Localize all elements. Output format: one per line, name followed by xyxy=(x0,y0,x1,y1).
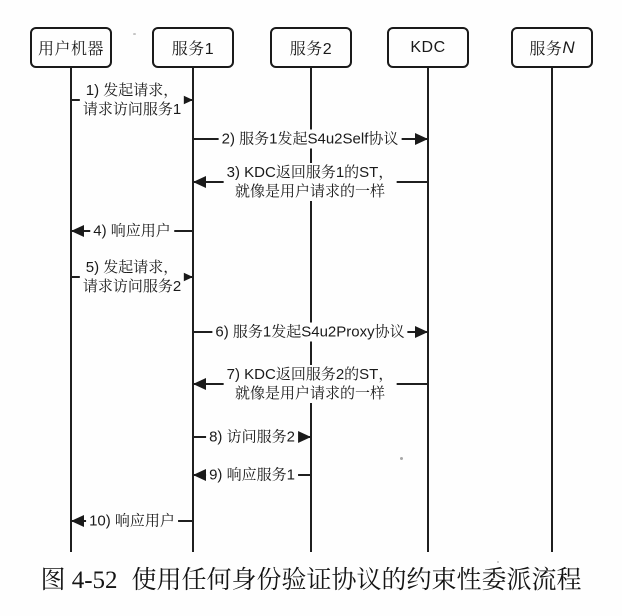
figure-title: 使用任何身份验证协议的约束性委派流程 xyxy=(131,567,582,594)
message-4-arrowhead-left-icon xyxy=(71,225,84,237)
message-2-label: 2) 服务1发起S4u2Self协议 xyxy=(219,130,402,149)
actor-label-user-machine: 用户机器 xyxy=(37,41,104,58)
message-8-label: 8) 访问服务2 xyxy=(206,428,298,447)
scan-speck xyxy=(133,33,136,35)
message-2-arrowhead-right-icon xyxy=(415,133,428,145)
message-1-label: 1) 发起请求， 请求访问服务1 xyxy=(80,81,184,119)
message-7-label: 7) KDC返回服务2的ST， 就像是用户请求的一样 xyxy=(224,365,397,403)
message-9-arrowhead-left-icon xyxy=(193,469,206,481)
lifeline-service-n xyxy=(551,68,553,552)
actor-label-service-2: 服务2 xyxy=(289,41,333,58)
message-10-arrowhead-left-icon xyxy=(71,515,84,527)
actor-label-kdc: KDC xyxy=(410,38,446,56)
figure-caption xyxy=(0,564,622,598)
actor-box-user-machine xyxy=(30,27,112,68)
message-10-label: 10) 响应用户 xyxy=(86,512,178,531)
message-3-label: 3) KDC返回服务1的ST， 就像是用户请求的一样 xyxy=(224,163,397,201)
message-8-arrowhead-right-icon xyxy=(298,431,311,443)
actor-label-service-n-suffix: N xyxy=(562,37,575,57)
message-5-label: 5) 发起请求， 请求访问服务2 xyxy=(80,258,184,296)
message-9-label: 9) 响应服务1 xyxy=(206,466,298,485)
figure-number: 图 4-52 xyxy=(40,567,118,594)
actor-box-kdc xyxy=(387,27,469,68)
scan-speck xyxy=(400,457,403,460)
actor-box-service-n xyxy=(511,27,593,68)
message-6-arrowhead-right-icon xyxy=(415,326,428,338)
lifeline-user-machine xyxy=(70,68,72,552)
message-6-label: 6) 服务1发起S4u2Proxy协议 xyxy=(212,323,407,342)
actor-label-service-n: 服务 xyxy=(529,41,563,58)
actor-box-service-1 xyxy=(152,27,234,68)
message-7-arrowhead-left-icon xyxy=(193,378,206,390)
scan-speck xyxy=(497,561,499,563)
actor-box-service-2 xyxy=(270,27,352,68)
message-4-label: 4) 响应用户 xyxy=(90,222,174,241)
actor-label-service-1: 服务1 xyxy=(171,41,215,58)
message-3-arrowhead-left-icon xyxy=(193,176,206,188)
